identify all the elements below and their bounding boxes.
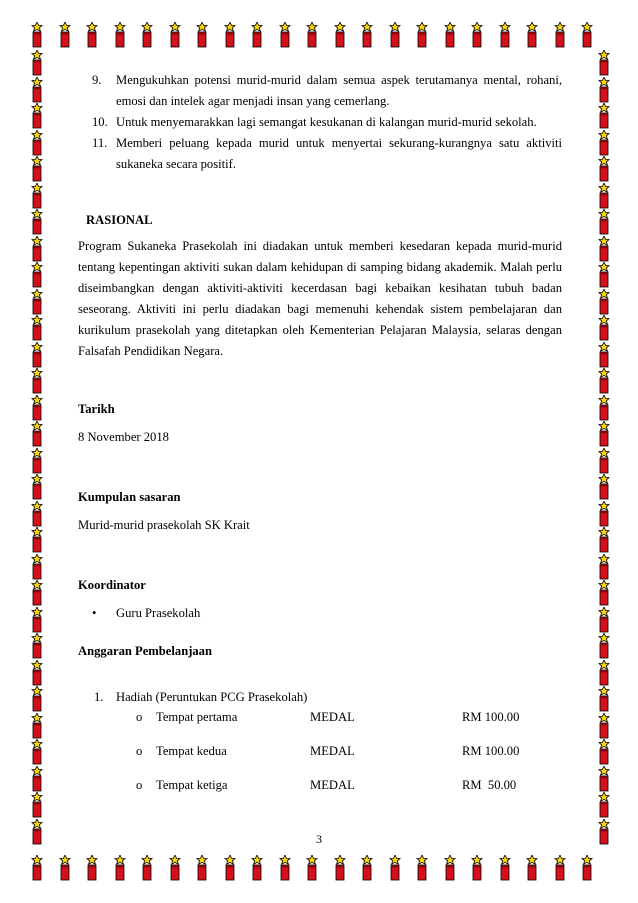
firecracker-icon: [30, 713, 44, 739]
sub-bullet: o: [136, 710, 143, 724]
firecracker-icon: [195, 855, 209, 881]
firecracker-icon: [223, 855, 237, 881]
firecracker-icon: [168, 855, 182, 881]
firecracker-icon: [278, 22, 292, 48]
firecracker-icon: [597, 236, 611, 262]
document-page: [78, 70, 562, 798]
firecracker-icon: [597, 77, 611, 103]
item-label: Hadiah (Peruntukan PCG Prasekolah): [116, 690, 308, 704]
firecracker-icon: [597, 315, 611, 341]
tarikh-heading: Tarikh: [78, 402, 115, 416]
koordinator-name: Guru Prasekolah: [116, 606, 201, 620]
firecracker-icon: [30, 103, 44, 129]
firecracker-icon: [597, 209, 611, 235]
firecracker-icon: [597, 156, 611, 182]
firecracker-icon: [223, 22, 237, 48]
firecracker-icon: [498, 855, 512, 881]
firecracker-icon: [597, 130, 611, 156]
item-text: Untuk menyemarakkan lagi semangat kesukanan di kalangan murid-murid sekolah.: [116, 115, 537, 129]
firecracker-icon: [30, 501, 44, 527]
firecracker-icon: [597, 554, 611, 580]
firecracker-icon: [580, 22, 594, 48]
firecracker-icon: [30, 474, 44, 500]
firecracker-icon: [333, 855, 347, 881]
list-item: [78, 112, 562, 133]
firecracker-icon: [30, 766, 44, 792]
firecracker-icon: [30, 660, 44, 686]
firecracker-icon: [140, 855, 154, 881]
type-cell: MEDAL: [310, 744, 355, 758]
firecracker-icon: [597, 474, 611, 500]
firecracker-icon: [597, 607, 611, 633]
firecracker-icon: [168, 22, 182, 48]
firecracker-icon: [360, 855, 374, 881]
firecracker-icon: [140, 22, 154, 48]
firecracker-icon: [30, 395, 44, 421]
item-number: 10.: [92, 115, 108, 129]
firecracker-icon: [597, 183, 611, 209]
koordinator-item: [78, 603, 562, 624]
firecracker-icon: [58, 22, 72, 48]
item-text: Mengukuhkan potensi murid-murid dalam semua aspek terutamanya mental, rohani, emosi dan intelek agar menjadi insan yang cemerlang.: [116, 73, 562, 108]
firecracker-icon: [30, 607, 44, 633]
firecracker-icon: [58, 855, 72, 881]
amount-cell: RM 100.00: [462, 710, 520, 724]
item-number: 11.: [92, 136, 108, 150]
firecracker-icon: [597, 103, 611, 129]
list-item: [78, 70, 562, 112]
firecracker-icon: [195, 22, 209, 48]
firecracker-icon: [30, 368, 44, 394]
firecracker-icon: [305, 22, 319, 48]
firecracker-icon: [597, 792, 611, 818]
firecracker-icon: [597, 660, 611, 686]
firecracker-icon: [30, 527, 44, 553]
firecracker-icon: [597, 739, 611, 765]
firecracker-icon: [443, 855, 457, 881]
firecracker-icon: [470, 22, 484, 48]
firecracker-icon: [30, 209, 44, 235]
firecracker-icon: [597, 633, 611, 659]
place-cell: Tempat pertama: [156, 710, 238, 724]
firecracker-icon: [30, 686, 44, 712]
firecracker-icon: [30, 633, 44, 659]
tarikh-value: 8 November 2018: [78, 430, 169, 444]
firecracker-icon: [597, 766, 611, 792]
sasaran-value: Murid-murid prasekolah SK Krait: [78, 518, 250, 532]
firecracker-icon: [498, 22, 512, 48]
firecracker-icon: [30, 315, 44, 341]
firecracker-icon: [30, 855, 44, 881]
firecracker-icon: [30, 50, 44, 76]
anggaran-heading: Anggaran Pembelanjaan: [78, 644, 212, 658]
page-number: 3: [316, 832, 322, 846]
type-cell: MEDAL: [310, 778, 355, 792]
sasaran-heading: Kumpulan sasaran: [78, 490, 181, 504]
firecracker-icon: [415, 855, 429, 881]
firecracker-icon: [305, 855, 319, 881]
firecracker-icon: [360, 22, 374, 48]
amount-cell: RM 100.00: [462, 744, 520, 758]
firecracker-icon: [250, 855, 264, 881]
rasional-body: Program Sukaneka Prasekolah ini diadakan untuk memberi kesedaran kepada murid-murid tentang kepentingan aktiviti sukan dalam kehidupan di samping bidang akademik. Malah perlu diseimbangkan dengan aktiviti-aktiviti kecerdasan bagi kebaikan kesihatan tubuh badan seseorang. Aktiviti ini perlu diadakan bagi memenuhi kehendak sistem pembelajaran dan kurikulum prasekolah yang ditetapkan oleh Kementerian Pelajaran Malaysia, selaras dengan Falsafah Pendidikan Negara.: [78, 239, 562, 358]
list-item: [78, 133, 562, 175]
firecracker-icon: [30, 156, 44, 182]
firecracker-icon: [85, 22, 99, 48]
anggaran-item: [78, 687, 562, 708]
type-cell: MEDAL: [310, 710, 355, 724]
budget-table: [78, 708, 562, 798]
firecracker-icon: [30, 262, 44, 288]
firecracker-icon: [113, 855, 127, 881]
firecracker-icon: [333, 22, 347, 48]
sub-bullet: o: [136, 778, 143, 792]
item-number: 9.: [92, 73, 102, 87]
firecracker-icon: [597, 713, 611, 739]
firecracker-icon: [30, 183, 44, 209]
objectives-list: [78, 70, 562, 175]
item-text: Memberi peluang kepada murid untuk menyertai sekurang-kurangnya satu aktiviti sukaneka secara positif.: [116, 136, 562, 171]
firecracker-icon: [85, 855, 99, 881]
bullet: •: [92, 606, 97, 620]
firecracker-icon: [553, 22, 567, 48]
firecracker-icon: [597, 501, 611, 527]
firecracker-icon: [597, 289, 611, 315]
rasional-heading: RASIONAL: [86, 213, 153, 227]
firecracker-icon: [30, 22, 44, 48]
firecracker-icon: [525, 22, 539, 48]
firecracker-icon: [250, 22, 264, 48]
firecracker-icon: [597, 342, 611, 368]
item-number: 1.: [94, 690, 104, 704]
amount-cell: RM 50.00: [462, 778, 517, 792]
firecracker-icon: [30, 554, 44, 580]
firecracker-icon: [597, 368, 611, 394]
firecracker-icon: [597, 686, 611, 712]
firecracker-icon: [278, 855, 292, 881]
firecracker-icon: [30, 289, 44, 315]
place-cell: Tempat kedua: [156, 744, 227, 758]
firecracker-icon: [597, 527, 611, 553]
firecracker-icon: [553, 855, 567, 881]
firecracker-icon: [30, 236, 44, 262]
place-cell: Tempat ketiga: [156, 778, 228, 792]
firecracker-icon: [597, 262, 611, 288]
firecracker-icon: [597, 421, 611, 447]
firecracker-icon: [470, 855, 484, 881]
firecracker-icon: [597, 580, 611, 606]
sub-bullet: o: [136, 744, 143, 758]
firecracker-icon: [30, 342, 44, 368]
firecracker-icon: [443, 22, 457, 48]
firecracker-icon: [597, 50, 611, 76]
firecracker-icon: [30, 739, 44, 765]
firecracker-icon: [30, 580, 44, 606]
firecracker-icon: [525, 855, 539, 881]
firecracker-icon: [30, 130, 44, 156]
koordinator-heading: Koordinator: [78, 578, 146, 592]
firecracker-icon: [30, 448, 44, 474]
firecracker-icon: [30, 421, 44, 447]
firecracker-icon: [30, 77, 44, 103]
firecracker-icon: [597, 448, 611, 474]
firecracker-icon: [388, 855, 402, 881]
firecracker-icon: [388, 22, 402, 48]
firecracker-icon: [113, 22, 127, 48]
firecracker-icon: [580, 855, 594, 881]
firecracker-icon: [597, 395, 611, 421]
firecracker-icon: [30, 792, 44, 818]
firecracker-icon: [415, 22, 429, 48]
